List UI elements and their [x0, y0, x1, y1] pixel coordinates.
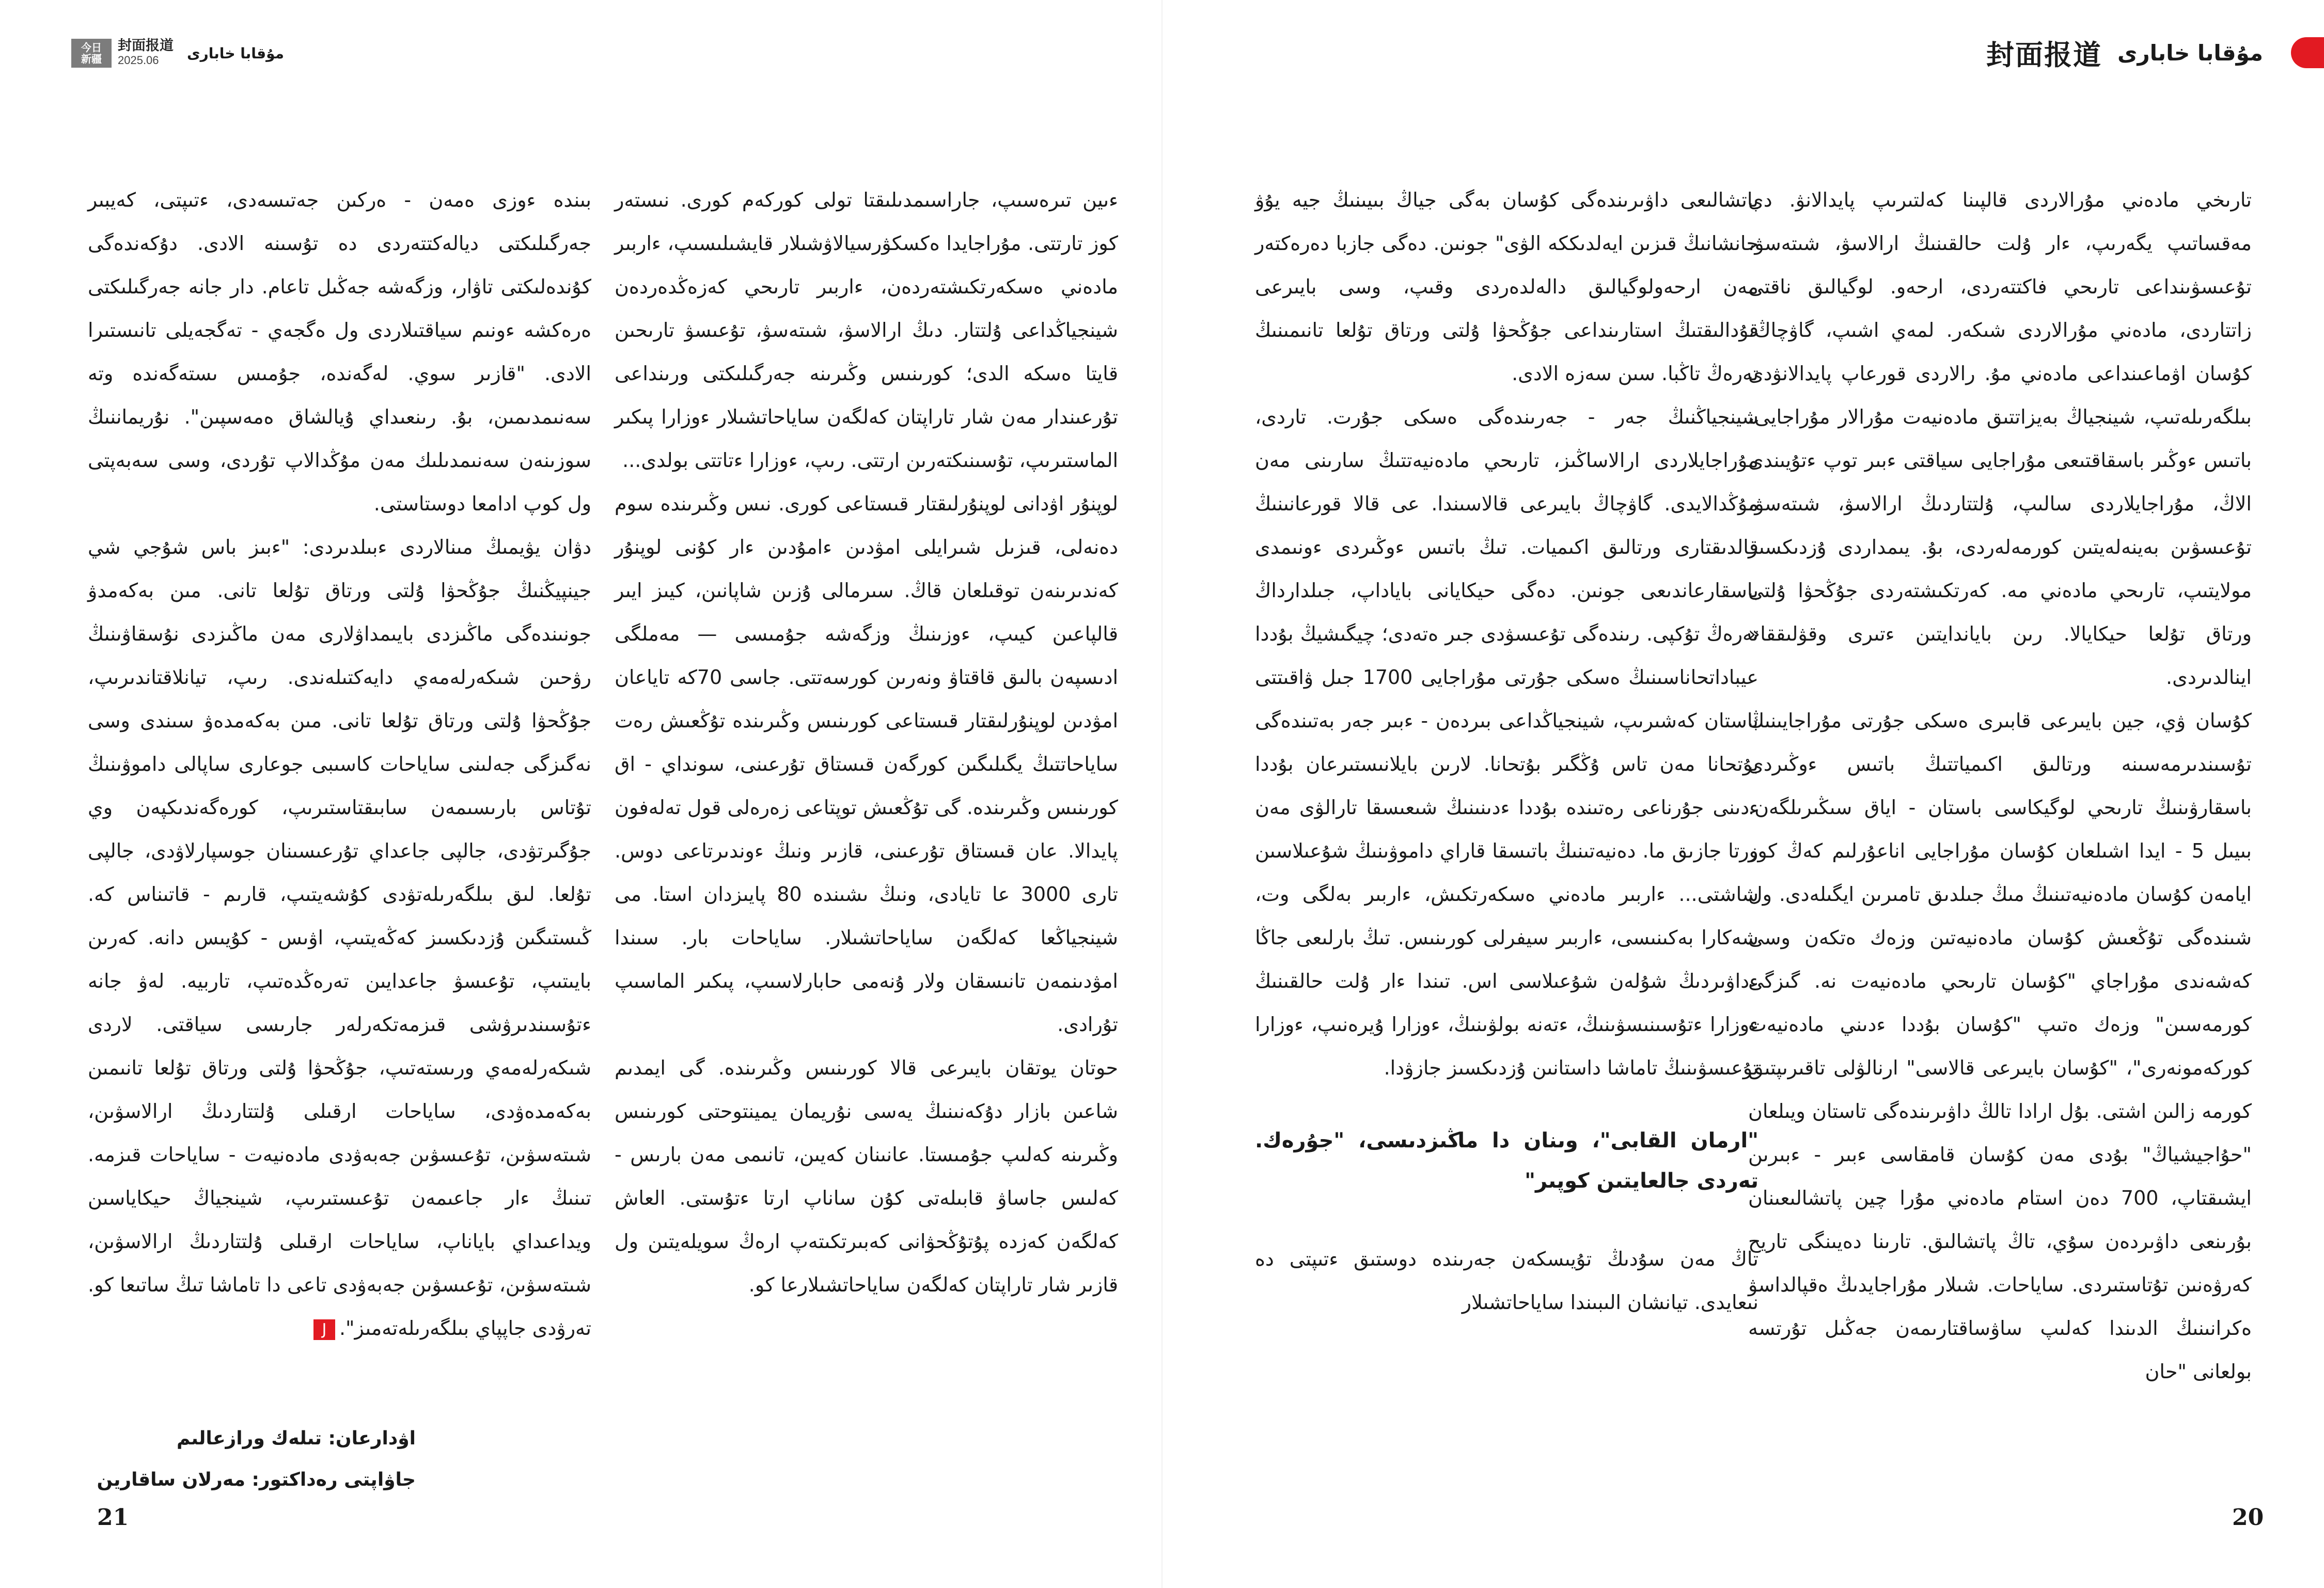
right-section-title-ug: مۇقابا خابارى	[2117, 40, 2263, 66]
section-marker-tab	[2291, 37, 2324, 68]
page-number-right: 20	[2232, 1504, 2264, 1531]
article-column-1	[1748, 178, 2252, 1393]
paragraph: پاتشالىعى داۋىرىندەگى كۇسان بەگى جياڭ بىيىنىڭ جيە يۇۋ حانشانىڭ قىزىن ايەلدىككە الۋى" جونىن. دەگى جازبا دەرەكتەر مەن ارحەولوگيالىق دالەلدەردى وقىپ، وسى بايىرعى قۇدالىقتىڭ استارىنداعى جۇڭحۋا ۇلتى ورتاق تۇلعا تانىمىنىڭ تەرەڭ تاڭبا. سىن سەزە الادى.	[1255, 189, 1758, 385]
paragraph-text: دۋان يۋيمىڭ مىنالاردى ءبىلدىردى: "ءبىز باس شۇجي شي جينپيڭنىڭ جۇڭحۋا ۇلتى ورتاق تۇلعا تانى. مىن بەكەمدۋ جونىندەگى ماڭىزدى بايىمداۋلارى مەن ماڭىزدى نۇسقاۋىنىڭ رۋحىن شىكەرلەمەي دايەكتىلەندى. رىپ، تيانلاقتاندىرىپ، جۇڭحۋا ۇلتى ورتاق تۇلعا تانى. مىن بەكەمدەۋ سىندى وسى نەگىزگى جەلىنى ساياحات كاسىبى جوعارى ساپالى داموۋىنىڭ تۇتاس بارىسىمەن سابىقتاستىرىپ، كورەگەندىكپەن وي جۇگىرتۋدى، جالپى جاعداي تۇرعىسىنان جوسپارلاۋدى، جالپى تۇلعا. لىق بىلگەرىلەتۋدى كۇشەيتىپ، قارىم - قاتىناس كە. ڭىستىگىن ۇزدىكسىز كەڭەيتىپ، اۋىس - كۇيىس دانە. كەرىن بايىتىپ، تۇعىسۋ جاعدايىن تەرەڭدەتىپ، تاربيە. لەۋ جانە ءتۇسىندىرۋشى قىزمەتكەرلەر جارىسى سياقتى. لاردى شىكەرلەمەي ورىستەتىپ، جۇڭحۋا ۇلتى ورتاق تۇلعا تانىمىن بەكەمدەۋدى، ساياحات ارقىلى ۇلتتاردىڭ ارالاسۋىن، شىتەسۋىن، تۇعىسۋىن جەبەۋدى مادەنيەت - ساياحات قىزمە. تىنىڭ ءار جاعىمەن تۇعىستىرىپ، شينجياڭ حيكاياسىن ويداعىداي باياناپ، ساياحات ارقىلى ۇلتتاردىڭ ارالاسۋىن، شىتەسۋىن، تۇعىسۋىن جەبەۋدى تاعى دا تاماشا تىڭ ساتىعا كو. تەرۋدى جاپپاي بىلگەرىلەتەمىز".	[88, 536, 591, 1340]
section-subheading: "ارمان القابى"، وىنان دا ماڭىزدىسى، "جۇرەك. تەردى جالعايتىن كوپىر"	[1255, 1129, 1758, 1193]
right-page-header	[1986, 32, 2263, 73]
page-number-left: 21	[97, 1504, 129, 1531]
paragraph: بىندە ءوزى ەمەن - ەركىن جەتىسەدى، ءتىپتى، كەيبىر جەرگىلىكتى ديالەكتتەردى دە تۇسىنە الادى. دۇكەندەگى كۇندەلىكتى تاۋار، وزگەشە جەڭىل تاعام. دار جانە جەرگىلىكتى ەرەكشە ءونىم سياقتىلاردى ول ەگجەي - تەگجەيلى تانىستىرا الادى. "قازىر سوي. لەگەندە، جۇمىس ىستەگەندە وتە سەنىمدىمىن، بۇ. رىنعىداي ۇيالشاق ەمەسپىن". نۇريماننىڭ سوزىنەن سەنىمدىلىك مەن مۇڭدالاپ تۇردى، وسى سەبەپتى ول كوپ ادامعا دوستاستى.	[88, 189, 591, 515]
paragraph: شينجياڭنىڭ جەر - جەرىندەگى ەسكى جۇرت. تاردى، مۇراجايلاردى ارالاساڭىز، تارىحي مادەنيەتتىڭ سارىنى مەن مۇڭدالايدى. گاۋچاڭ بايىرعى قالاسىندا. عى قالا قورعانىنىڭ قالدىقتارى ورتالىق اكىميات. تىڭ باتىس ءوڭىردى ءونىمدى باسقارعاندىعى جونىن. دەگى حيكايانى باياداپ، جىلدارداڭ تەرەڭ تۇكپى. رىندەگى تۇعىسۋدى جىر ەتەدى؛ چيگىشيڭ بۇددا عيباداتحاناسىنىڭ ەسكى جۇرتى مۇراجايى 1700 جىل ۋاقىتتى باستان كەشىرىپ، شينجياڭداعى بىردەن - ءبىر جەر بەتىندەگى بۇتحانا مەن تاس ۇڭگىر بۇتحانا. لارىن بايلانىستىرعان بۇددا ءدىنى جۇرناعى رەتىندە بۇددا ءدىنىنىڭ شىعىسقا تارالۋى مەن ورتا جازىق ما. دەنيەتىنىڭ باتىسقا قاراي داموۋىنىڭ شۇعىلاسىن شاشتى... ءاربىر مادەني ەسكەرتكىش، ءاربىر بەلگى وت، شەكارا بەكىنىسى، ءاربىر سيفرلى كورىنىس. تىڭ بارلىعى جاڭا ءداۋىردىڭ شۇلەن شۇعىلاسى اس. تىندا ءار ۇلت حالقىنىڭ ءوزارا ءتۇسىنىسۋىنىڭ، ءتەنە بولۋىنىڭ، ءوزارا ۇيرەنىپ، ءوزارا تۇعىسۋىنىڭ تاماشا داستانىن ۇزدىكسىز جازۋدا.	[1255, 406, 1758, 1079]
article-column-4	[88, 178, 591, 1350]
paragraph	[88, 525, 591, 1350]
translator-credit: اۋدارعان: تىلەك ورازعالىم	[176, 1428, 416, 1449]
magazine-logo-line2: 新疆	[81, 53, 102, 65]
paragraph: لوپنۇر اۋدانى لوپنۇرلىقتار قىستاعى كورى. نىس وڭىرىندە سوم دەنەلى، قىزىل شىرايلى امۋدىن ءامۇدىن ءار كۇنى لوپنۇر كەندىرىنەن توقىلعان قاڭ. سىرمالى ۇزىن شاپانىن، كيىز ايىر قالپاعىن كيىپ، ءوزىنىڭ وزگەشە جۇمىسى — مەملگى ادىسپەن بالىق قاقتاۋ ونەرىن كورسەتتى. جاسى 70كە تاياعان امۋدىن لوپنۇرلىقتار قىستاعى كورىنىس وڭىرىندە تۇڭعىش رەت ساياحاتتىڭ يگىلىگىن كورگەن قىستاق تۇرعىنى، سونداي - اق كورىنىس وڭىرىندە. گى تۇڭعىش توپتاعى زەرەلى قول تەلەفون پايدالا. عان قىستاق تۇرعىنى، قازىر ونىڭ ءوندىرتاعى دوس. تارى 3000 عا تايادى، ونىڭ ىشىندە 80 پايىزدان استا. مى شينجياڭعا كەلگەن ساياحاتشىلار. ساياحات بار. سىندا امۋدىنمەن تانىسقان ولار ۇنەمى حابارلاسىپ، پىكىر الماسىپ تۇرادى.	[615, 492, 1119, 1036]
magazine-logo-line1: 今日	[81, 41, 102, 54]
page-spine	[1161, 0, 1163, 1588]
paragraph: تارىخي مادەني مۇرالاردى قالپىنا كەلتىرىپ پايدالانۋ. دى مەقساتىپ يگەرىپ، ءار ۇلت حالقىنىڭ ارالاسۋ، شىتەسۋ، تۇعىسۋىنداعى تارىحي فاكتتەردى، ارحەو. لوگيالىق ناقتى زاتتاردى، مادەني مۇرالاردى شىكەر. لمەي اشىپ، گاۋچاڭ، كۇسان اۋماعىنداعى مادەني مۇ. رالاردى قورعاپ پايدالانۋدى بىلگەرىلەتىپ، شينجياڭ بەيزاتتىق مادەنيەت مۇرالار مۇراجايى، باتىس ءوڭىر باسقاقتىعى مۇراجايى سياقتى ءبىر توپ ءتۇيىندى الاڭ، مۇراجايلاردى سالىپ، ۇلتتاردىڭ ارالاسۋ، شىتەسۋ، تۇعىسۋىن بەينەلەيتىن كورمەلەردى، بۇ. يىمداردى ۇزدىكسىز مولايتىپ، تارىحي مادەني مە. كەرتكىشتەردى جۇڭحۋا ۇلتى ورتاق تۇلعا حيكايالا. رىن باياندايتىن ءتىرى وقۋلىققا« اينالدىردى.	[1748, 189, 2252, 689]
section-title-ug: مۇقابا خابارى	[187, 44, 285, 62]
paragraph: ءىين تىرەسىپ، جاراسىمدىلىقتا تولى كوركەم كورى. نىستەر كوز تارتتى. مۇراجايدا ەكسكۋرسيالاۋشىلار قايشىلىسىپ، ءاربىر مادەني ەسكەرتكىشتەردەن، ءاربىر تارىحي كەزەڭدەردەن شينجياڭداعى ۇلتتار. دىڭ ارالاسۋ، شىتەسۋ، تۇعىسۋ تارىحىن قايتا ەسكە الدى؛ كورىنىس وڭىرىنە جەرگىلىكتى ورىنداعى تۇرعىندار مەن شار تاراپتان كەلگەن ساياحاتشىلار ءوزارا پىكىر الماستىرىپ، تۇسىنىكتەرىن ارتتى. رىپ، ءوزارا ءتاتتى بولدى...	[615, 189, 1118, 472]
article-column-2	[1255, 178, 1758, 1324]
section-title-zh: 封面报道	[118, 38, 174, 54]
issue-number: 2025.06	[118, 54, 159, 67]
section-block	[118, 39, 174, 68]
article-credits	[88, 1418, 591, 1501]
end-of-article-icon: J	[313, 1319, 335, 1340]
paragraph: كۇسان ۋي، جين بايىرعى قابىرى ەسكى جۇرتى مۇراجايىنىڭ تۇسىندىرمەسىنە ورتالىق اكىمياتتىڭ باتىس ءوڭىردى باسقارۋىنىڭ تارىحي لوگيكاسى باستان - اياق سىڭىرىلگەن. بىيىل 5 - ايدا اشىلعان كۇسان مۇراجايى اناعۇرلىم كەڭ كوز ايامەن كۇسان مادەنيەتىنىڭ مىڭ جىلدىق تامىرىن ايگىلەدى. ول شىندەگى تۇڭعىش كۇسان مادەنيەتىن وزەك ەتكەن وسى كەشەندى مۇراجاي "كۇسان تارىحي مادەنيەت نە. گىزگى كورمەسىن" وزەك ەتىپ "كۇسان بۇددا ءدىني مادەنيەت كوركەمونەرى"، "كۇسان بايىرعى قالاسى" ارنالۋلى تاقىرىپتىق كورمە زالىن اشتى. بۇل ارادا تالڭ داۋىرىندەگى تاستان ويىلعان "حۇاجيشياڭ" بۇدى مەن كۇسان قامقاسى ءبىر - ءبىرىن ايشىقتاپ، 700 دەن استام مادەني مۇرا چين پاتشالىعىنان بۇرىنعى داۋىردەن سۇي، تاڭ پاتشالىق. تارىنا دەيىنگى تاريح كەرۋەنىن تۇتاستىردى. ساياحات. شىلار مۇراجايدىڭ ەقپالداسۋ ەكرانىنىڭ الدىندا كەلىپ ساۋساقتارىمەن جەڭىل تۇرتسە بولعانى "حان	[1748, 709, 2252, 1383]
paragraph: تاڭ مەن سۇدىڭ تۇيىسكەن جەرىندە دوستىق ءتىپتى دە نىعايدى. تيانشان الىبىندا ساياحاتشىلار	[1255, 1248, 1758, 1314]
chief-editor-credit: جاۋاپتى رەداكتور: مەرلان ساقارين	[97, 1469, 416, 1490]
article-column-3	[615, 178, 1118, 1306]
paragraph: حوتان يوتقان بايىرعى قالا كورىنىس وڭىرىندە. گى ايمدىم شاعىن بازار دۇكەنىنىڭ يەسى نۇريمان يمينتوحتى كورىنىس وڭىرىنە كەلىپ جۇمىستا. عانىنان كەيىن، تانىمى مەن بارىس - كەلىس جاساۋ قابىلەتى كۇن ساناپ ارتا ءتۇستى. العاش كەلگەن كەزدە پۇتۇڭحۋانى كەبىرتكىتەپ ارەڭ سويلەيتىن ول قازىر شار تاراپتان كەلگەن ساياحاتشىلارعا كو.	[615, 1056, 1118, 1296]
right-section-title-zh: 封面报道	[1986, 38, 2102, 71]
left-page-header	[71, 37, 284, 69]
magazine-logo	[71, 39, 112, 68]
